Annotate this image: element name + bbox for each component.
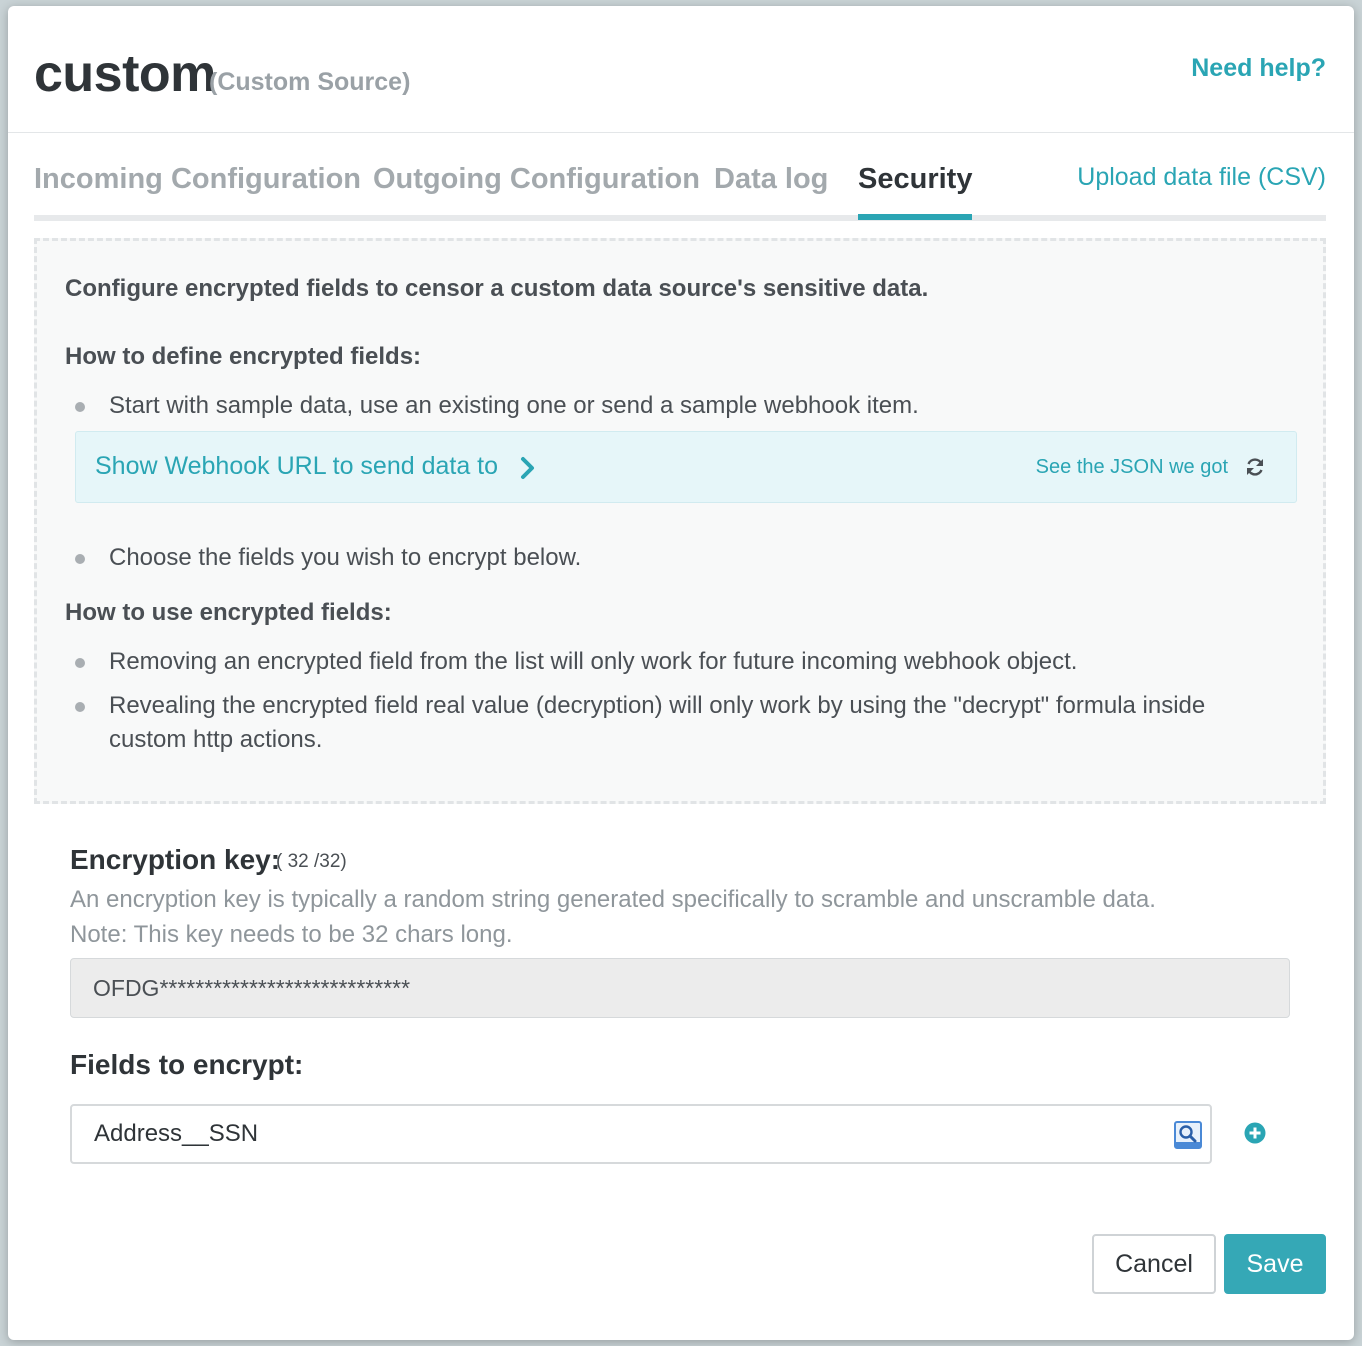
- tab-bar: [34, 133, 1326, 221]
- bullet-dot: [75, 554, 85, 564]
- list-item-text: Removing an encrypted field from the list will only work for future incoming webhook object.: [109, 648, 1078, 675]
- list-item: [75, 645, 1255, 679]
- encryption-key-help: An encryption key is typically a random string generated specifically to scramble and unscramble data.: [70, 886, 1156, 913]
- use-heading: How to use encrypted fields:: [65, 599, 392, 626]
- tab-incoming-configuration[interactable]: Incoming Configuration: [34, 163, 362, 195]
- need-help-link[interactable]: Need help?: [1191, 54, 1326, 82]
- tab-data-log[interactable]: Data log: [714, 163, 829, 195]
- see-json-link[interactable]: See the JSON we got: [1035, 456, 1228, 478]
- bullet-dot: [75, 402, 85, 412]
- save-button[interactable]: Save: [1224, 1234, 1326, 1294]
- info-intro: Configure encrypted fields to censor a custom data source's sensitive data.: [65, 275, 929, 302]
- add-circle-icon[interactable]: [1244, 1122, 1266, 1144]
- encryption-key-description: [70, 882, 1250, 952]
- list-item-text: Choose the fields you wish to encrypt below.: [109, 544, 582, 571]
- list-item: [75, 541, 1255, 575]
- refresh-icon[interactable]: [1244, 456, 1266, 478]
- lookup-icon[interactable]: [1174, 1121, 1202, 1149]
- upload-csv-link[interactable]: Upload data file (CSV): [1077, 163, 1326, 191]
- list-item-text: Revealing the encrypted field real value (decryption) will only work by using the "decrypt" formula inside custom http actions.: [109, 692, 1206, 753]
- cancel-button[interactable]: Cancel: [1092, 1234, 1216, 1294]
- encryption-info-panel: [34, 238, 1326, 804]
- encryption-key-label: Encryption key:: [70, 844, 281, 875]
- define-heading: How to define encrypted fields:: [65, 343, 422, 370]
- modal-header: [8, 6, 1354, 133]
- source-settings-modal: [8, 6, 1354, 1340]
- encryption-key-note: Note: This key needs to be 32 chars long.: [70, 921, 513, 948]
- fields-to-encrypt-label: Fields to encrypt:: [70, 1049, 304, 1080]
- list-item-text: Start with sample data, use an existing one or send a sample webhook item.: [109, 392, 919, 419]
- page-subtitle: (Custom Source): [209, 68, 411, 96]
- show-webhook-url-link[interactable]: Show Webhook URL to send data to: [95, 452, 499, 480]
- list-item: [75, 389, 1255, 423]
- field-to-encrypt-input[interactable]: [70, 1104, 1212, 1164]
- webhook-bar: [75, 431, 1297, 503]
- chevron-right-icon[interactable]: [516, 454, 540, 482]
- encryption-key-count: ( 32 /32): [276, 851, 347, 872]
- bullet-dot: [75, 702, 85, 712]
- tab-security[interactable]: Security: [858, 163, 972, 214]
- page-title: custom: [34, 45, 216, 103]
- list-item: [75, 689, 1255, 757]
- encryption-key-field[interactable]: [70, 958, 1290, 1018]
- tab-outgoing-configuration[interactable]: Outgoing Configuration: [373, 163, 700, 195]
- bullet-dot: [75, 658, 85, 668]
